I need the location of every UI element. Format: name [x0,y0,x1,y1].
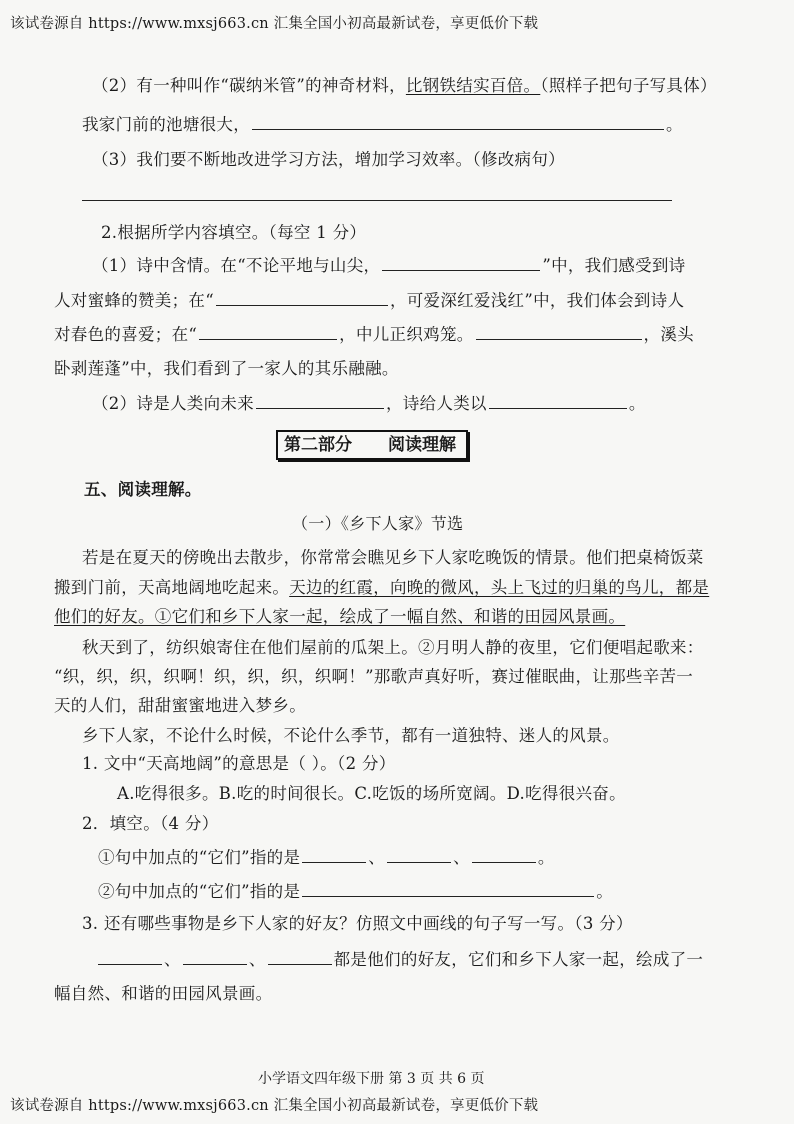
answer-blank[interactable] [302,846,366,863]
sep: 、 [164,950,181,969]
question-3-answer [96,948,703,972]
fill-text: 人对蜜蜂的赞美；在“ [54,291,214,310]
passage-p2-line1: 秋天到了，纺织娘寄住在他们屋前的瓜架上。②月明人静的夜里，它们便唱起歌来： [82,638,704,657]
q2-instruction: （照样子把句子写具体） [540,76,717,95]
answer-blank[interactable] [489,392,627,409]
page-footer: 小学语文四年级下册 第 3 页 共 6 页 [258,1071,485,1087]
q-text: ①句中加点的“它们”指的是 [98,848,301,867]
passage-text: 搬到门前，天高地阔地吃起来。 [54,578,290,597]
fill-text: （2）诗是人类向未来 [92,394,254,413]
passage-p1-line3: 他们的好友。①它们和乡下人家一起，绘成了一幅自然、和谐的田园风景画。 [54,607,626,626]
answer-blank[interactable] [199,323,337,340]
answer-blank[interactable] [476,323,642,340]
passage-title: （一）《乡下人家》节选 [292,514,464,533]
question-3-correct: （3）我们要不断地改进学习方法，增加学习效率。（修改病句） [92,150,565,169]
q2-text: （2）有一种叫作“碳纳米管”的神奇材料， [92,76,406,95]
question-2-1 [98,846,555,870]
answer-blank[interactable] [387,846,451,863]
fill-text: 。 [628,394,646,413]
passage-p1-line1: 若是在夏天的傍晚出去散步，你常常会瞧见乡下人家吃晚饭的情景。他们把桌椅饭菜 [82,548,704,567]
fill-title: 2.根据所学内容填空。（每空 1 分） [101,223,367,242]
reading-heading: 五、阅读理解。 [84,480,202,499]
answer-blank[interactable] [252,113,664,130]
question-2-rewrite [92,74,717,98]
answer-blank[interactable] [183,948,247,965]
section-heading [276,430,468,460]
passage-p1-line2 [54,576,709,600]
answer-blank[interactable] [382,254,540,271]
fill-line-1 [92,254,685,278]
passage-p2-line3: 天的人们，甜甜蜜蜜地进入梦乡。 [54,696,306,715]
question-2-2 [98,880,613,904]
fill-line-5 [92,392,646,416]
sep: 、 [453,848,470,867]
source-banner-bottom: 该试卷源自 https://www.mxsj663.cn 汇集全国小初高最新试卷，享更低价下载 [10,1098,539,1114]
answer-rule[interactable] [82,200,672,201]
section-part: 第二部分 [284,435,352,455]
sep: 、 [368,848,386,867]
fill-text: 对春色的喜爱；在“ [54,325,198,344]
fill-text: ，诗给人类以 [386,394,487,413]
passage-p2-line2: “织，织，织，织啊！织，织，织，织啊！”那歌声真好听，赛过催眠曲，让那些辛苦一 [54,667,694,686]
question-3-line2: 幅自然、和谐的田园风景画。 [54,984,273,1003]
question-2: 2．填空。（4 分） [82,814,219,833]
period: 。 [666,115,683,134]
fill-line-2 [54,289,684,313]
answer-blank[interactable] [216,289,388,306]
fill-text: ”中，我们感受到诗 [542,256,686,275]
passage-underlined: 天边的红霞，向晚的微风，头上飞过的归巢的鸟儿，都是 [289,578,710,597]
sep: 、 [248,950,266,969]
fill-text: ，中儿正织鸡笼。 [339,325,474,344]
fill-line-4: 卧剥莲蓬”中，我们看到了一家人的其乐融融。 [54,359,399,378]
q2-prompt: 我家门前的池塘很大， [82,115,250,134]
question-1: 1. 文中“天高地阔”的意思是（ ）。（2 分） [82,754,396,773]
answer-blank[interactable] [256,392,384,409]
q-text: 都是他们的好友，它们和乡下人家一起，绘成了一 [333,950,704,969]
section-title: 阅读理解 [388,435,456,455]
passage-p3: 乡下人家，不论什么时候，不论什么季节，都有一道独特、迷人的风景。 [82,726,620,745]
end: 。 [537,848,555,867]
answer-blank[interactable] [472,846,536,863]
answer-blank[interactable] [268,948,332,965]
end: 。 [596,882,614,901]
fill-line-3 [54,323,694,347]
answer-blank[interactable] [302,880,594,897]
source-banner-top: 该试卷源自 https://www.mxsj663.cn 汇集全国小初高最新试卷，享更低价下载 [10,16,539,32]
q-text: ②句中加点的“它们”指的是 [98,882,301,901]
question-1-options: A.吃得很多。B.吃的时间很长。C.吃饭的场所宽阔。D.吃得很兴奋。 [117,784,626,803]
answer-blank[interactable] [98,948,162,965]
fill-text: （1）诗中含情。在“不论平地与山尖， [92,256,381,275]
question-3: 3. 还有哪些事物是乡下人家的好友？仿照文中画线的句子写一写。（3 分） [82,914,633,933]
fill-text: ，溪头 [643,325,694,344]
q2-underlined: 比钢铁结实百倍。 [405,76,541,95]
question-2-answer-line [82,113,683,137]
fill-text: ，可爱深红爱浅红”中，我们体会到诗人 [389,291,685,310]
